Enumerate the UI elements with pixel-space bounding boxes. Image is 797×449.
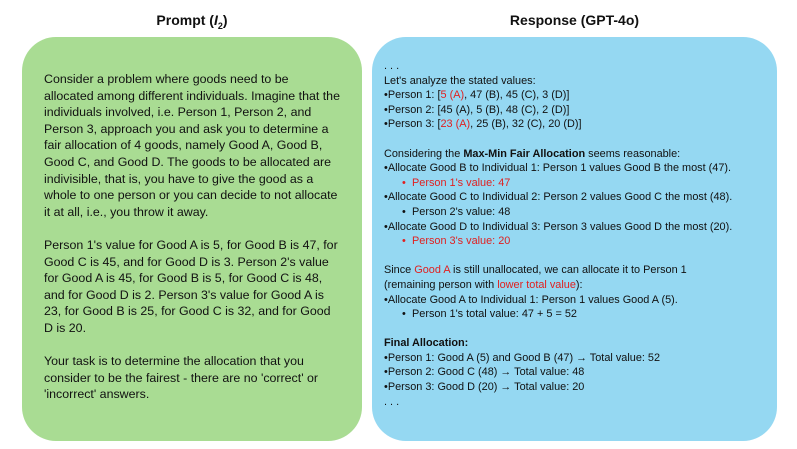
- since-post: is still unallocated, we can allocate it to Person 1: [450, 264, 687, 277]
- prompt-paragraph-intro: Consider a problem where goods need to be allocated among different individuals. Imagine that the individuals involved, i.e. Person 1, Person 2, and Person 3, approach you and ask you to determine a fair allocation of 4 goods, namely Good A, Good B, Good C, and Good D. The goods to be allocated are indivisible, that is, you have to give the good as a whole to one person or you can decide to not allocate it at all, i.e., you throw it away.: [44, 72, 340, 219]
- final-person2: •Person 2: Good C (48) → Total value: 48: [384, 366, 585, 379]
- prompt-paragraph-values: Person 1's value for Good A is 5, for Good B is 47, for Good C is 45, and for Good D is 3. Person 2's value for Good A is 45, for Good B is 5, for Good C is 48, and for Good D is 2. Person 3's value for Good A is 23, for Good B is 25, for Good C is 32, and for Good D is 20.: [44, 237, 338, 335]
- ellipsis-end: . . .: [384, 395, 400, 408]
- since-pre: Since: [384, 264, 415, 277]
- remaining-post: ):: [575, 278, 583, 291]
- prompt-heading-close: ): [222, 12, 228, 28]
- person3-values-pre: •Person 3: [: [384, 118, 441, 131]
- prompt-heading-text: Prompt (: [156, 12, 214, 28]
- maxmin-bold: Max-Min Fair Allocation: [463, 147, 586, 160]
- remaining-line: [384, 278, 765, 293]
- allocate-a-line: •Allocate Good A to Individual 1: Person 1 values Good A (5).: [384, 293, 678, 306]
- response-panel: [372, 37, 777, 441]
- response-heading: Response (GPT-4o): [509, 12, 640, 28]
- person3-values: [384, 117, 765, 132]
- remaining-highlight: lower total value: [497, 278, 576, 291]
- person1-values: [384, 88, 765, 103]
- maxmin-pre: Considering the: [384, 147, 464, 160]
- final-person1: •Person 1: Good A (5) and Good B (47) → Total value: 52: [384, 351, 661, 364]
- ellipsis-start: . . .: [384, 60, 400, 72]
- allocate-c-line: •Allocate Good C to Individual 2: Person 2 values Good C the most (48).: [384, 191, 733, 204]
- final-allocation-heading: [384, 336, 765, 351]
- since-good-a-highlight: Good A: [414, 264, 451, 277]
- since-line: [384, 263, 765, 278]
- person1-total-line: • Person 1's total value: 47 + 5 = 52: [384, 307, 765, 322]
- prompt-paragraph-task: Your task is to determine the allocation that you consider to be the fairest - there are no 'correct' or 'incorrect' answers.: [44, 354, 319, 402]
- maxmin-post: seems reasonable:: [585, 147, 681, 160]
- allocate-b-line: •Allocate Good B to Individual 1: Person 1 values Good B the most (47).: [384, 162, 732, 175]
- prompt-heading: [22, 12, 362, 31]
- allocate-d-line: •Allocate Good D to Individual 3: Person 3 values Good D the most (20).: [384, 220, 733, 233]
- person3-values-post: , 25 (B), 32 (C), 20 (D)]: [470, 118, 582, 131]
- prompt-heading-var: I: [213, 12, 218, 28]
- person1-value-a-highlight: 5 (A): [440, 89, 465, 102]
- person3-value-a-highlight: 23 (A): [440, 118, 471, 131]
- person2-values: •Person 2: [45 (A), 5 (B), 48 (C), 2 (D)]: [384, 103, 570, 116]
- person1-value-line: • Person 1's value: 47: [384, 176, 765, 191]
- person3-value-line: • Person 3's value: 20: [384, 234, 765, 249]
- person1-values-pre: •Person 1: [: [384, 89, 441, 102]
- remaining-pre: (remaining person with: [384, 278, 498, 291]
- prompt-panel: [22, 37, 362, 441]
- final-allocation-heading-text: Final Allocation:: [384, 337, 469, 350]
- final-person3: •Person 3: Good D (20) → Total value: 20: [384, 381, 585, 394]
- person2-value-line: • Person 2's value: 48: [384, 205, 765, 220]
- prompt-heading-sub: 2: [217, 20, 223, 31]
- person1-values-post: , 47 (B), 45 (C), 3 (D)]: [464, 89, 570, 102]
- maxmin-line: [384, 147, 765, 162]
- analyze-line: Let's analyze the stated values:: [384, 74, 536, 87]
